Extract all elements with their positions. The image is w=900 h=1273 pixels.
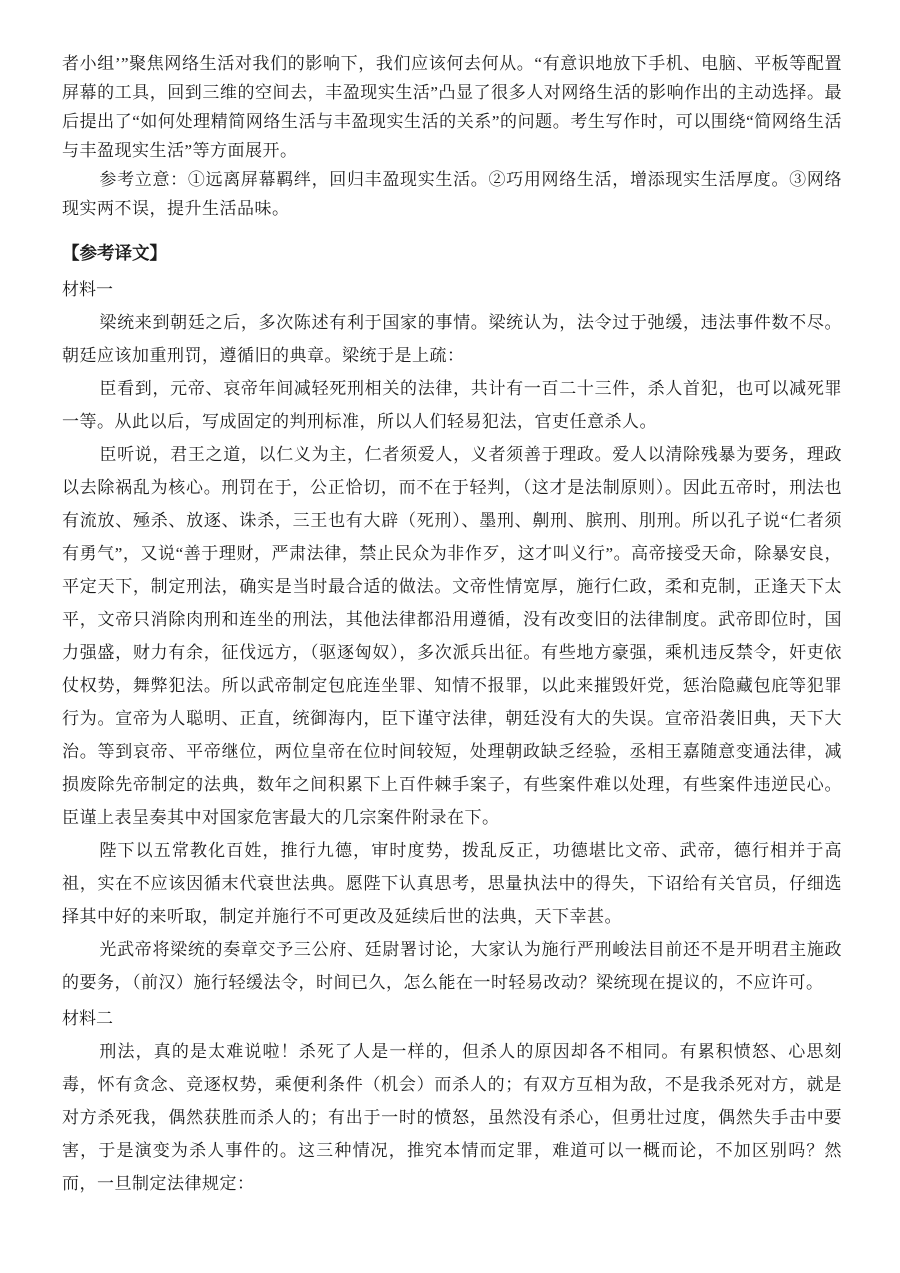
material-two-label: 材料二 — [62, 1009, 113, 1028]
material-one-paragraph-5: 光武帝将梁统的奏章交予三公府、廷尉署讨论，大家认为施行严刑峻法目前还不是开明君主施政的要务，（前汉）施行轻缓法令，时间已久，怎么能在一时轻易改动？梁统现在提议的，不应许可。 — [62, 940, 842, 992]
reference-translation-heading: 【参考译文】 — [62, 243, 167, 263]
reference-ideas-paragraph: 参考立意：①远离屏幕羁绊，回归丰盈现实生活。②巧用网络生活，增添现实生活厚度。③网络现实两不误，提升生活品味。 — [62, 170, 842, 218]
material-two-section — [62, 1035, 842, 1200]
material-two-paragraph-1: 刑法，真的是太难说啦！杀死了人是一样的，但杀人的原因却各不相同。有累积愤怒、心思刻毒，怀有贪念、竞逐权势，乘便利条件（机会）而杀人的；有双方互相为敌，不是我杀死对方，就是对方杀死我，偶然获胜而杀人的；有出于一时的愤怒，虽然没有杀心，但勇壮过度，偶然失手击中要害，于是演变为杀人事件的。这三种情况，推究本情而定罪，难道可以一概而论，不加区别吗？然而，一旦制定法律规定： — [62, 1042, 842, 1193]
material-one-paragraph-1: 梁统来到朝廷之后，多次陈述有利于国家的事情。梁统认为，法令过于弛缓，违法事件数不尽。朝廷应该加重刑罚，遵循旧的典章。梁统于是上疏： — [62, 313, 842, 365]
analysis-continuation-paragraph: 者小组’”聚焦网络生活对我们的影响下，我们应该何去何从。“有意识地放下手机、电脑、平板等配置屏幕的工具，回到三维的空间去，丰盈现实生活”凸显了很多人对网络生活的影响作出的主动选择。最后提出了“如何处理精简网络生活与丰盈现实生活的关系”的问题。考生写作时，可以围绕“简网络生活与丰盈现实生活”等方面展开。 — [62, 54, 842, 160]
material-one-paragraph-3: 臣听说，君王之道，以仁义为主，仁者须爱人，义者须善于理政。爱人以清除残暴为要务，理政以去除祸乱为核心。刑罚在于，公正恰切，而不在于轻判，（这才是法制原则）。因此五帝时，刑法也有流放、殛杀、放逐、诛杀，三王也有大辟（死刑）、墨刑、劓刑、膑刑、刖刑。所以孔子说“仁者须有勇气”，又说“善于理财，严肃法律，禁止民众为非作歹，这才叫义行”。高帝接受天命，除暴安良，平定天下，制定刑法，确实是当时最合适的做法。文帝性情宽厚，施行仁政，柔和克制，正逢天下太平，文帝只消除肉刑和连坐的刑法，其他法律都沿用遵循，没有改变旧的法律制度。武帝即位时，国力强盛，财力有余，征伐远方，（驱逐匈奴），多次派兵出征。有些地方豪强，乘机违反禁令，奸吏依仗权势，舞弊犯法。所以武帝制定包庇连坐罪、知情不报罪，以此来摧毁奸党，惩治隐藏包庇等犯罪行为。宣帝为人聪明、正直，统御海内，臣下谨守法律，朝廷没有大的失误。宣帝沿袭旧典，天下大治。等到哀帝、平帝继位，两位皇帝在位时间较短，处理朝政缺乏经验，丞相王嘉随意变通法律，减损废除先帝制定的法典，数年之间积累下上百件棘手案子，有些案件难以处理，有些案件违逆民心。臣谨上表呈奏其中对国家危害最大的几宗案件附录在下。 — [62, 445, 842, 827]
material-one-label: 材料一 — [62, 280, 113, 299]
material-one-paragraph-2: 臣看到，元帝、哀帝年间减轻死刑相关的法律，共计有一百二十三件，杀人首犯，也可以减死罪一等。从此以后，写成固定的判刑标准，所以人们轻易犯法，官吏任意杀人。 — [62, 379, 842, 431]
material-one-section — [62, 306, 842, 999]
material-one-paragraph-4: 陛下以五常教化百姓，推行九德，审时度势，拨乱反正，功德堪比文帝、武帝，德行相并于高祖，实在不应该因循末代衰世法典。愿陛下认真思考，思量执法中的得失，下诏给有关官员，仔细选择其中好的来听取，制定并施行不可更改及延续后世的法典，天下幸甚。 — [62, 841, 842, 926]
essay-analysis-section — [62, 49, 842, 223]
